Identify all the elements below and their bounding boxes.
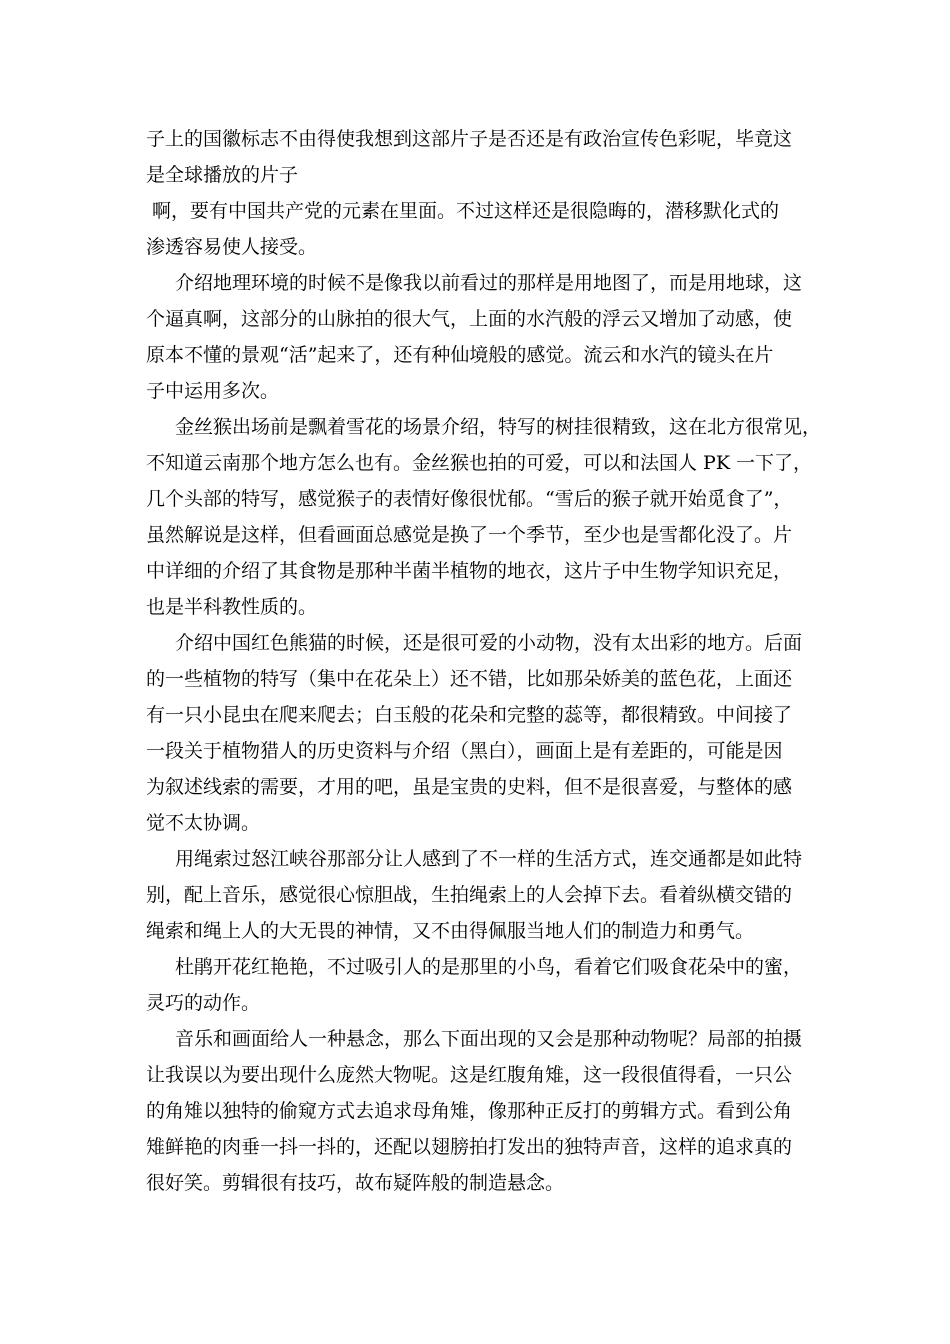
text-line: 雉鲜艳的肉垂一抖一抖的，还配以翅膀拍打发出的独特声音，这样的追求真的	[146, 1136, 793, 1158]
text-line: 虽然解说是这样，但看画面总感觉是换了一个季节，至少也是雪都化没了。片	[146, 524, 793, 546]
text-line: 一段关于植物猎人的历史资料与介绍（黑白），画面上是有差距的，可能是因	[146, 740, 783, 762]
text-line: 绳索和绳上人的大无畏的神情，又不由得佩服当地人们的制造力和勇气。	[146, 920, 755, 942]
paragraph-first-line: 介绍中国红色熊猫的时候，还是很可爱的小动物，没有太出彩的地方。后面	[175, 632, 803, 654]
text-line: 让我误以为要出现什么庞然大物呢。这是红腹角雉，这一段很值得看，一只公	[146, 1064, 793, 1086]
text-line: 中详细的介绍了其食物是那种半菌半植物的地衣，这片子中生物学知识充足，	[146, 560, 793, 582]
text-line: 别，配上音乐，感觉很心惊胆战，生拍绳索上的人会掉下去。看着纵横交错的	[146, 884, 793, 906]
text-line: 是全球播放的片子	[146, 164, 299, 186]
text-line: 很好笑。剪辑很有技巧，故布疑阵般的制造悬念。	[146, 1172, 565, 1194]
paragraph-first-line: 杜鹃开花红艳艳，不过吸引人的是那里的小鸟，看着它们吸食花朵中的蜜，	[175, 956, 803, 978]
text-line: 啊，要有中国共产党的元素在里面。不过这样还是很隐晦的，潜移默化式的	[152, 200, 780, 222]
text-line: 几个头部的特写，感觉猴子的表情好像很忧郁。“雪后的猴子就开始觅食了”，	[146, 488, 793, 510]
text-line: 也是半科教性质的。	[146, 596, 318, 618]
text-line: 的角雉以独特的偷窥方式去追求母角雉，像那种正反打的剪辑方式。看到公角	[146, 1100, 793, 1122]
text-line: 灵巧的动作。	[146, 992, 261, 1014]
paragraph-first-line: 介绍地理环境的时候不是像我以前看过的那样是用地图了，而是用地球，这	[175, 272, 803, 294]
text-line: 的一些植物的特写（集中在花朵上）还不错，比如那朵娇美的蓝色花，上面还	[146, 668, 793, 690]
text-line: 不知道云南那个地方怎么也有。金丝猴也拍的可爱，可以和法国人 PK 一下了，	[146, 452, 813, 474]
paragraph-first-line: 金丝猴出场前是飘着雪花的场景介绍，特写的树挂很精致，这在北方很常见，	[175, 416, 822, 438]
text-line: 觉不太协调。	[146, 812, 261, 834]
paragraph-first-line: 音乐和画面给人一种悬念，那么下面出现的又会是那种动物呢？局部的拍摄	[175, 1028, 803, 1050]
text-line: 有一只小昆虫在爬来爬去；白玉般的花朵和完整的蕊等，都很精致。中间接了	[146, 704, 793, 726]
text-line: 子中运用多次。	[146, 380, 280, 402]
text-line: 为叙述线索的需要，才用的吧，虽是宝贵的史料，但不是很喜爱，与整体的感	[146, 776, 793, 798]
text-line: 原本不懂的景观“活”起来了，还有种仙境般的感觉。流云和水汽的镜头在片	[146, 344, 774, 366]
paragraph-first-line: 用绳索过怒江峡谷那部分让人感到了不一样的生活方式，连交通都是如此特	[175, 848, 803, 870]
text-line: 个逼真啊，这部分的山脉拍的很大气，上面的水汽般的浮云又增加了动感，使	[146, 308, 793, 330]
text-line: 子上的国徽标志不由得使我想到这部片子是否还是有政治宣传色彩呢，毕竟这	[146, 128, 793, 150]
text-line: 渗透容易使人接受。	[146, 236, 318, 258]
